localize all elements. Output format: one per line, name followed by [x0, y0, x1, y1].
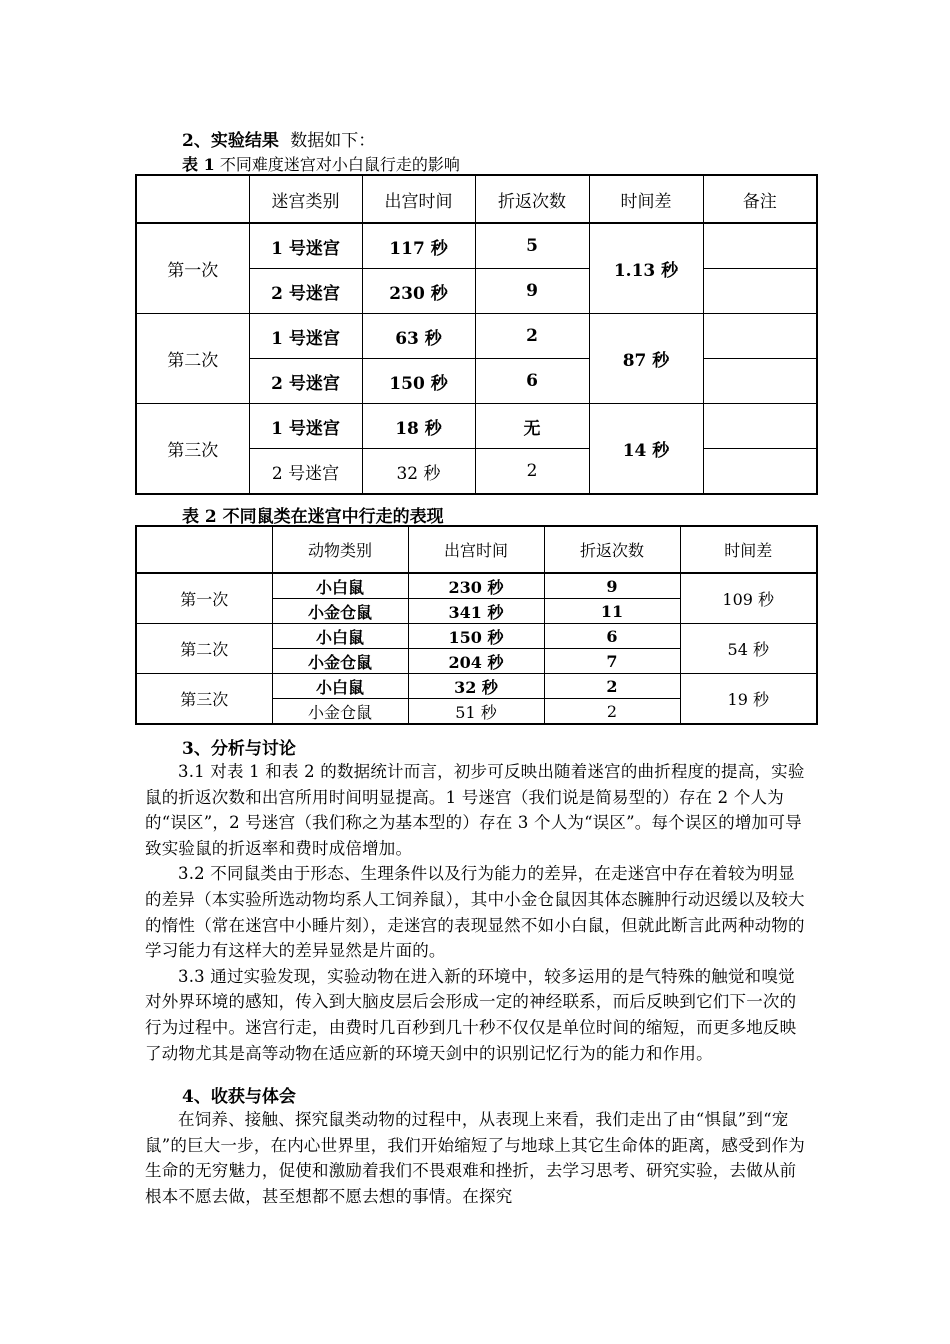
paragraph: 3.1 对表 1 和表 2 的数据统计而言，初步可反映出随着迷宫的曲折程度的提高，实验鼠的折返次数和出宫所用时间明显提高。1 号迷宫（我们说是简易型的）存在 2 个人为的“误区”，2 号迷宫（我们称之为基本型的）存在 3 个人为“误区”。每个误区的增加可导致实验鼠的折返率和费时成倍增加。: [145, 762, 805, 858]
trial-label: 第三次: [136, 404, 249, 495]
exit-time: 117 秒: [362, 223, 475, 269]
paragraph: 3.3 通过实验发现，实验动物在进入新的环境中，较多运用的是气特殊的触觉和嗅觉对外界环境的感知，传入到大脑皮层后会形成一定的神经联系，而后反映到它们下一次的行为过程中。迷宫行走，由费时几百秒到几十秒不仅仅是单位时间的缩短，而更多地反映了动物尤其是高等动物在适应新的环境天剑中的识别记忆行为的能力和作用。: [145, 966, 797, 1063]
animal-type: 小金仓鼠: [272, 649, 408, 674]
table-2-header-cell: 时间差: [680, 526, 817, 573]
table-1-header-cell: 折返次数: [475, 175, 589, 223]
animal-type: 小金仓鼠: [272, 599, 408, 624]
table-2-header-cell: [136, 526, 272, 573]
table-1-caption-text: 不同难度迷宫对小白鼠行走的影响: [219, 155, 460, 174]
exit-time: 204 秒: [408, 649, 544, 674]
note-cell: [703, 314, 817, 359]
section-2-suffix: 数据如下：: [290, 131, 376, 151]
note-cell: [703, 359, 817, 404]
time-difference: 54 秒: [680, 624, 817, 674]
maze-type: 1 号迷宫: [249, 404, 362, 449]
table-1-caption: [182, 152, 460, 175]
time-difference: 14 秒: [589, 404, 703, 495]
table-1-caption-prefix: 表 1: [182, 155, 215, 174]
exit-time: 32 秒: [408, 674, 544, 699]
exit-time: 230 秒: [408, 573, 544, 599]
section-3-body: [145, 759, 807, 1066]
exit-time: 18 秒: [362, 404, 475, 449]
maze-type: 1 号迷宫: [249, 223, 362, 269]
exit-time: 150 秒: [362, 359, 475, 404]
table-1: [135, 174, 818, 495]
turn-count: 7: [544, 649, 680, 674]
table-2: [135, 525, 818, 725]
maze-type: 2 号迷宫: [249, 359, 362, 404]
animal-type: 小金仓鼠: [272, 699, 408, 725]
animal-type: 小白鼠: [272, 674, 408, 699]
exit-time: 32 秒: [362, 449, 475, 495]
maze-type: 2 号迷宫: [249, 269, 362, 314]
table-1-header-row: [136, 175, 817, 223]
table-2-header-cell: 动物类别: [272, 526, 408, 573]
exit-time: 230 秒: [362, 269, 475, 314]
note-cell: [703, 449, 817, 495]
turn-count: 2: [544, 674, 680, 699]
animal-type: 小白鼠: [272, 573, 408, 599]
maze-type: 1 号迷宫: [249, 314, 362, 359]
table-1-header-cell: 迷宫类别: [249, 175, 362, 223]
turn-count: 2: [475, 314, 589, 359]
note-cell: [703, 269, 817, 314]
table-2-header-cell: 折返次数: [544, 526, 680, 573]
table-2-header-row: [136, 526, 817, 573]
exit-time: 63 秒: [362, 314, 475, 359]
trial-label: 第一次: [136, 573, 272, 624]
turn-count: 9: [544, 573, 680, 599]
time-difference: 19 秒: [680, 674, 817, 725]
time-difference: 1.13 秒: [589, 223, 703, 314]
trial-label: 第三次: [136, 674, 272, 725]
table-1-header-cell: 备注: [703, 175, 817, 223]
table-row: [136, 314, 817, 359]
table-2-header-cell: 出宫时间: [408, 526, 544, 573]
paragraph: 在饲养、接触、探究鼠类动物的过程中，从表现上来看，我们走出了由“惧鼠”到“宠鼠”的巨大一步，在内心世界里，我们开始缩短了与地球上其它生命体的距离，感受到作为生命的无穷魅力，促使和激励着我们不畏艰难和挫折，去学习思考、研究实验，去做从前根本不愿去做，甚至想都不愿去想的事情。在探究: [145, 1110, 805, 1206]
paragraph: 3.2 不同鼠类由于形态、生理条件以及行为能力的差异，在走迷宫中存在着较为明显的差异（本实验所选动物均系人工饲养鼠），其中小金仓鼠因其体态臃肿行动迟缓以及较大的惰性（常在迷宫中小睡片刻），走迷宫的表现显然不如小白鼠，但就此断言此两种动物的学习能力有这样大的差异显然是片面的。: [145, 864, 805, 961]
turn-count: 无: [475, 404, 589, 449]
exit-time: 341 秒: [408, 599, 544, 624]
note-cell: [703, 223, 817, 269]
turn-count: 6: [544, 624, 680, 649]
table-row: [136, 624, 817, 649]
animal-type: 小白鼠: [272, 624, 408, 649]
table-1-header-cell: 出宫时间: [362, 175, 475, 223]
turn-count: 6: [475, 359, 589, 404]
table-row: [136, 674, 817, 699]
trial-label: 第一次: [136, 223, 249, 314]
maze-type: 2 号迷宫: [249, 449, 362, 495]
table-2-caption: 表 2 不同鼠类在迷宫中行走的表现: [182, 507, 444, 527]
table-row: [136, 223, 817, 269]
time-difference: 109 秒: [680, 573, 817, 624]
turn-count: 2: [475, 449, 589, 495]
section-4-body: [145, 1107, 807, 1209]
table-row: [136, 404, 817, 449]
trial-label: 第二次: [136, 624, 272, 674]
exit-time: 150 秒: [408, 624, 544, 649]
table-1-header-cell: [136, 175, 249, 223]
table-row: [136, 573, 817, 599]
section-2-heading: [182, 126, 375, 151]
turn-count: 5: [475, 223, 589, 269]
time-difference: 87 秒: [589, 314, 703, 404]
section-3-title: 3、分析与讨论: [182, 739, 296, 759]
turn-count: 11: [544, 599, 680, 624]
exit-time: 51 秒: [408, 699, 544, 725]
note-cell: [703, 404, 817, 449]
section-4-title: 4、收获与体会: [182, 1087, 296, 1107]
section-2-title: 2、实验结果: [182, 131, 279, 151]
trial-label: 第二次: [136, 314, 249, 404]
turn-count: 9: [475, 269, 589, 314]
turn-count: 2: [544, 699, 680, 725]
table-1-header-cell: 时间差: [589, 175, 703, 223]
